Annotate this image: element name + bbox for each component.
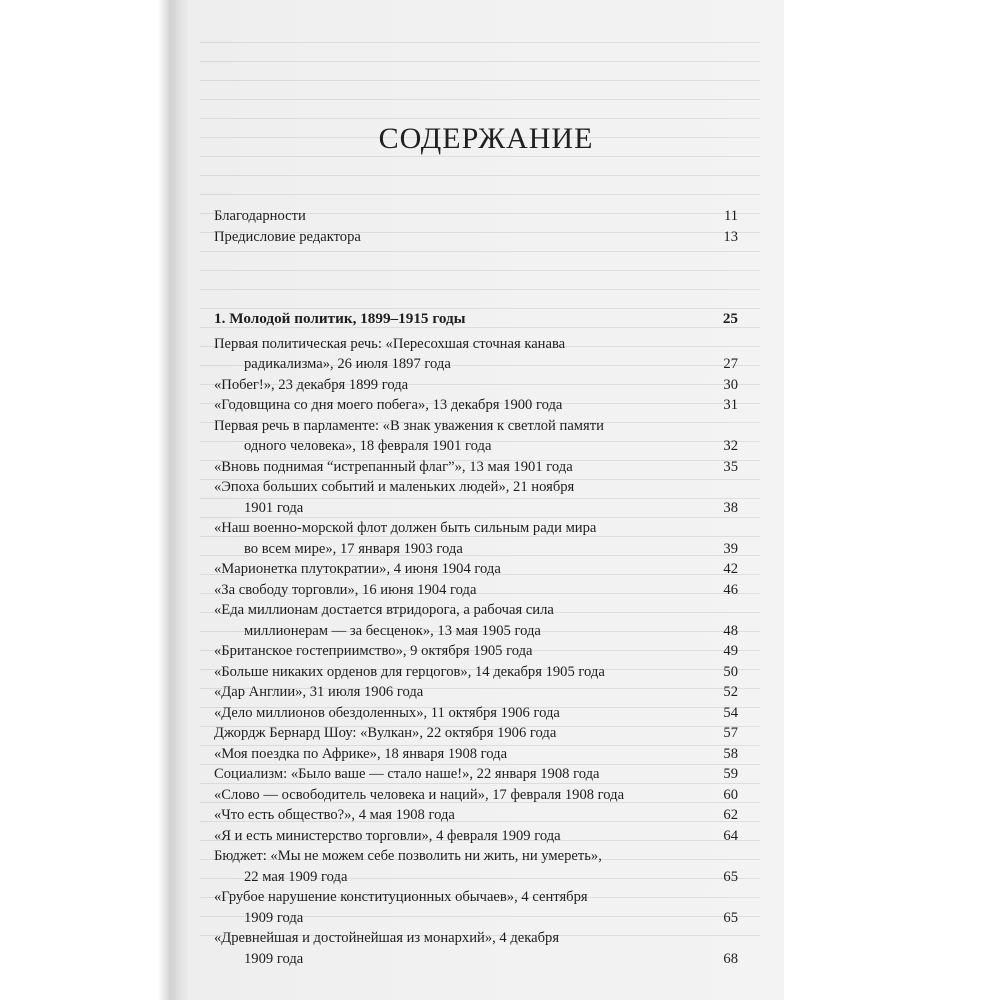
toc-entry-line: «Британское гостеприимство», 9 октября 1905 года [214, 643, 533, 659]
toc-entry-continuation-line: 22 мая 1909 года [244, 868, 348, 885]
toc-entry [214, 826, 738, 847]
toc-part-text: 1. Молодой политик, 1899–1915 годы [214, 310, 466, 327]
toc-entry-line: «Дар Англии», 31 июля 1906 года [214, 684, 424, 700]
toc-page-number: 57 [723, 725, 738, 741]
toc-page-number: 27 [723, 356, 738, 372]
toc-entry-text [214, 682, 696, 703]
toc-entry-line: «Моя поездка по Африке», 18 января 1908 года [214, 745, 508, 762]
toc-page-number: 68 [723, 950, 738, 967]
toc-entry-text [214, 928, 696, 969]
toc-entry-text [214, 416, 696, 457]
toc-entry-line: Бюджет: «Мы не можем себе позволить ни жить, ни умереть», [214, 848, 602, 864]
toc-entry-continuation-line: одного человека», 18 февраля 1901 года [244, 438, 492, 454]
toc-entry [214, 723, 738, 744]
toc-page-number: 64 [723, 827, 738, 844]
toc-page-number: 62 [723, 807, 738, 823]
toc-entry [214, 785, 738, 806]
toc-entry-text [214, 395, 696, 416]
toc-page-number: 52 [723, 684, 738, 700]
toc-entry [214, 764, 738, 785]
toc-entry-line: «Больше никаких орденов для герцогов», 14 декабря 1905 года [214, 663, 605, 680]
toc-entry-text [214, 785, 696, 806]
toc-entry-text [214, 375, 696, 396]
toc-entry-acknowledgments [214, 206, 738, 227]
toc-page-number: 31 [723, 397, 738, 413]
toc-entry [214, 477, 738, 518]
toc-entry-continuation-line: 1909 года [244, 950, 304, 967]
toc-entry [214, 416, 738, 457]
toc-page-number: 54 [723, 704, 738, 721]
toc-entry-line: «Я и есть министерство торговли», 4 февраля 1909 года [214, 827, 561, 844]
toc-entry-text [214, 744, 696, 765]
toc-entry-editor-preface [214, 227, 738, 248]
toc-entry-text [214, 805, 696, 826]
toc-page-number: 58 [723, 745, 738, 762]
toc-entry-text [214, 518, 696, 559]
toc-entry-text [214, 457, 696, 478]
toc-entry-continuation-line: радикализма», 26 июля 1897 года [244, 356, 451, 372]
toc-entry [214, 846, 738, 887]
toc-entry-line: «Что есть общество?», 4 мая 1908 года [214, 807, 455, 823]
toc-entry-line: «Слово — освободитель человека и наций», 17 февраля 1908 года [214, 786, 625, 803]
toc-entry-text [214, 641, 696, 662]
toc-entry-line: «Побег!», 23 декабря 1899 года [214, 376, 409, 393]
toc-entry-text [214, 764, 696, 785]
toc-entry-line: Первая политическая речь: «Пересохшая сточная канава [214, 335, 566, 352]
toc-page-number: 65 [723, 909, 738, 926]
toc-entry-line: «Древнейшая и достойнейшая из монархий», 4 декабря [214, 930, 560, 946]
toc-entry-line: «Дело миллионов обездоленных», 11 октября 1906 года [214, 704, 560, 721]
toc-entry-text [214, 662, 696, 683]
toc-page-number: 65 [723, 868, 738, 885]
toc-page-number: 50 [723, 663, 738, 680]
toc-entry [214, 580, 738, 601]
toc-entry [214, 662, 738, 683]
toc-entry-text [214, 846, 696, 887]
toc-entry-text [214, 477, 696, 518]
toc-entry-text [214, 580, 696, 601]
toc-entry [214, 928, 738, 969]
toc-page-number: 48 [723, 622, 738, 639]
toc-page-number: 25 [722, 310, 738, 327]
toc-page-number: 35 [723, 458, 738, 475]
toc-entry-continuation-line: во всем мире», 17 января 1903 года [244, 540, 463, 557]
toc-entry-text: Благодарности [214, 208, 306, 224]
toc-entry [214, 703, 738, 724]
toc-entry [214, 682, 738, 703]
toc-entry-line: «Наш военно-морской флот должен быть сильным ради мира [214, 520, 597, 536]
toc-entry-line: «Вновь поднимая “истрепанный флаг”», 13 мая 1901 года [214, 458, 573, 475]
page-title: СОДЕРЖАНИЕ [378, 122, 594, 155]
toc-part-heading [214, 309, 738, 330]
toc-entry-list [214, 334, 738, 970]
toc-page-number: 59 [723, 766, 738, 782]
toc-entry [214, 805, 738, 826]
toc-entry-line: «За свободу торговли», 16 июня 1904 года [214, 581, 477, 598]
toc-page-number: 38 [723, 499, 738, 516]
toc-entry-continuation-line: 1909 года [244, 909, 304, 926]
toc-page-number: 60 [723, 786, 738, 803]
toc-page-number: 30 [723, 376, 738, 393]
table-of-contents [214, 206, 738, 969]
toc-entry-text [214, 887, 696, 928]
toc-entry [214, 559, 738, 580]
toc-entry-text: Предисловие редактора [214, 228, 361, 245]
toc-entry [214, 641, 738, 662]
toc-entry [214, 744, 738, 765]
toc-entry-text [214, 559, 696, 580]
toc-entry [214, 375, 738, 396]
toc-page-number: 32 [723, 438, 738, 454]
toc-entry-text [214, 703, 696, 724]
toc-page-number: 39 [723, 540, 738, 557]
toc-entry-text [214, 826, 696, 847]
toc-page-number: 46 [723, 581, 738, 598]
toc-page-number: 49 [723, 643, 738, 659]
toc-entry-line: «Марионетка плутократии», 4 июня 1904 года [214, 561, 501, 577]
toc-entry-line: «Грубое нарушение конституционных обычаев», 4 сентября [214, 889, 588, 905]
toc-entry-line: Социализм: «Было ваше — стало наше!», 22 января 1908 года [214, 766, 600, 782]
toc-entry-text [214, 600, 696, 641]
toc-entry-line: Джордж Бернард Шоу: «Вулкан», 22 октября 1906 года [214, 725, 557, 741]
toc-entry-text [214, 723, 696, 744]
toc-entry [214, 457, 738, 478]
toc-entry [214, 600, 738, 641]
toc-page-number: 42 [723, 561, 738, 577]
toc-entry-line: «Еда миллионам достается втридорога, а рабочая сила [214, 602, 554, 618]
toc-entry [214, 334, 738, 375]
toc-entry-line: «Эпоха больших событий и маленьких людей», 21 ноября [214, 479, 575, 495]
toc-page-number: 11 [723, 208, 738, 224]
toc-entry-line: Первая речь в парламенте: «В знак уважения к светлой памяти [214, 417, 604, 434]
toc-entry [214, 518, 738, 559]
toc-entry-continuation-line: 1901 года [244, 499, 304, 516]
toc-entry-text [214, 334, 696, 375]
toc-entry [214, 395, 738, 416]
toc-entry [214, 887, 738, 928]
toc-page-number: 13 [723, 228, 738, 245]
toc-entry-continuation-line: миллионерам — за бесценок», 13 мая 1905 года [244, 622, 541, 639]
toc-entry-line: «Годовщина со дня моего побега», 13 декабря 1900 года [214, 397, 563, 413]
